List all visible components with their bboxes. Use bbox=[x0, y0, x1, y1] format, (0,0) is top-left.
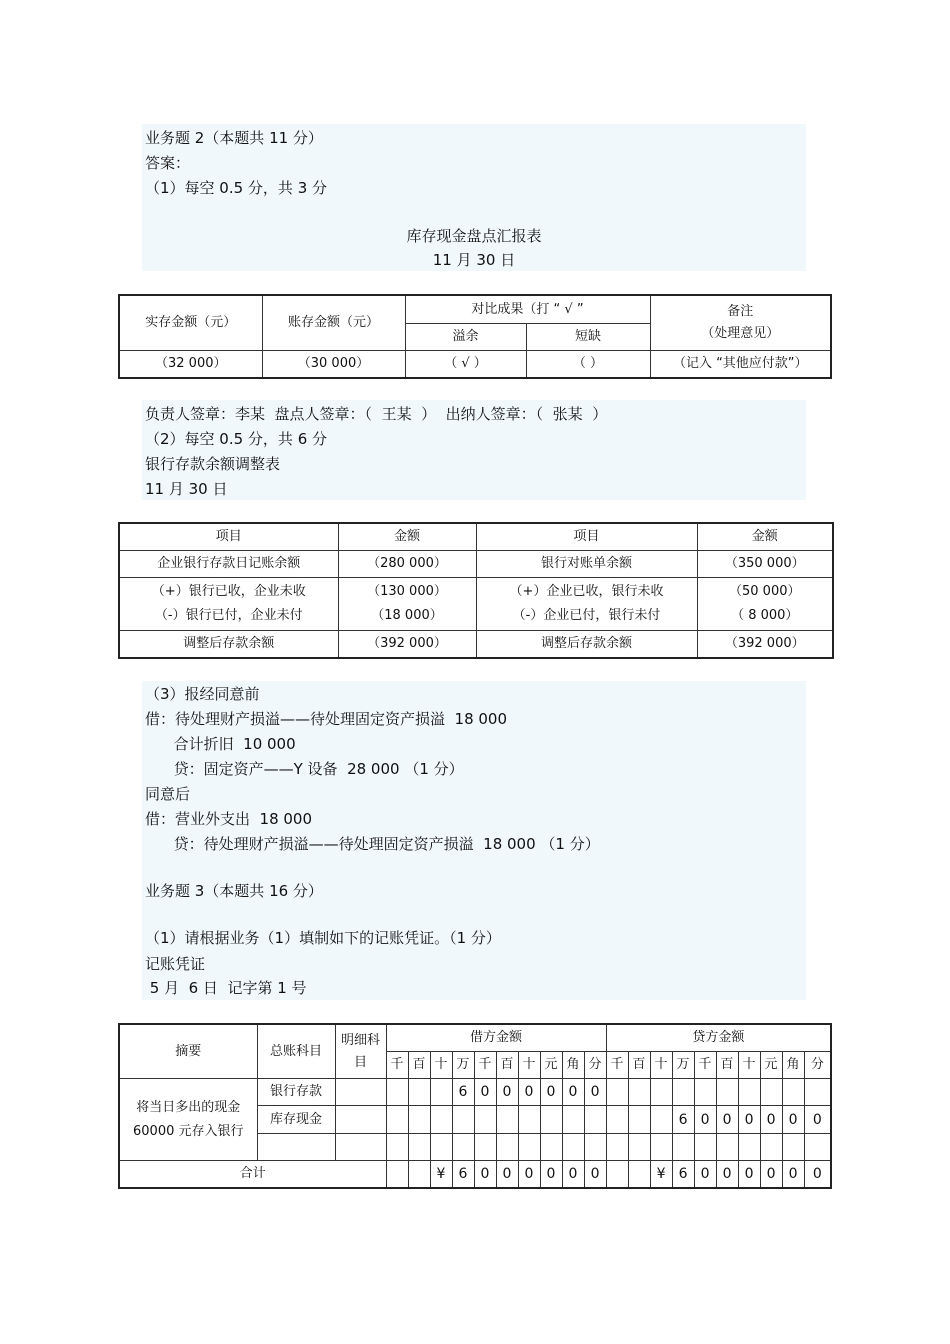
row2-debit-digit-8 bbox=[562, 1106, 584, 1133]
row1-debit-digit-5: 0 bbox=[496, 1079, 518, 1106]
question-3-part1: （1）请根据业务（1）填制如下的记账凭证。（1 分） bbox=[145, 929, 501, 947]
company-ledger-balance-value: （280 000） bbox=[338, 550, 476, 577]
row3-credit-digit-7 bbox=[760, 1133, 782, 1160]
credit-unit-5: 百 bbox=[716, 1051, 738, 1078]
total-debit-digit-1 bbox=[408, 1161, 430, 1188]
header-actual-amount: 实存金额（元） bbox=[119, 295, 262, 350]
debit-unit-3: 万 bbox=[452, 1051, 474, 1078]
entry-accum-depreciation: 合计折旧 10 000 bbox=[145, 735, 296, 753]
cell-actual-amount: （32 000） bbox=[119, 350, 262, 378]
company-received-value: （50 000） bbox=[729, 584, 801, 600]
row2-debit-digit-6 bbox=[518, 1106, 540, 1133]
row2-credit-digit-6: 0 bbox=[738, 1106, 760, 1133]
cell-shortage: （ ） bbox=[526, 350, 650, 378]
header-amount-right: 金额 bbox=[697, 523, 833, 550]
credit-unit-1: 百 bbox=[628, 1051, 650, 1078]
header-comparison: 对比成果（打 “ √ ” bbox=[405, 295, 650, 324]
entry-debit-pending: 借：待处理财产损溢——待处理固定资产损溢 18 000 bbox=[145, 710, 508, 728]
credit-unit-4: 千 bbox=[694, 1051, 716, 1078]
question-3-title: 业务题 3（本题共 16 分） bbox=[145, 882, 323, 900]
row1-credit-digit-4 bbox=[694, 1079, 716, 1106]
credit-unit-0: 千 bbox=[606, 1051, 628, 1078]
row3-debit-digit-8 bbox=[562, 1133, 584, 1160]
row3-debit-digit-9 bbox=[584, 1133, 606, 1160]
cell-remark: （记入 “其他应付款”） bbox=[650, 350, 831, 378]
total-debit-digit-0 bbox=[386, 1161, 408, 1188]
company-paid-label: （-）企业已付，银行未付 bbox=[512, 608, 661, 624]
total-label: 合计 bbox=[119, 1161, 386, 1188]
row1-credit-digit-8 bbox=[782, 1079, 804, 1106]
detail-account-empty-1 bbox=[335, 1079, 386, 1106]
debit-unit-0: 千 bbox=[386, 1051, 408, 1078]
row1-credit-digit-2 bbox=[650, 1079, 672, 1106]
row3-debit-digit-1 bbox=[408, 1133, 430, 1160]
row1-debit-digit-7: 0 bbox=[540, 1079, 562, 1106]
header-summary: 摘要 bbox=[119, 1024, 257, 1079]
answer-label: 答案： bbox=[145, 154, 191, 172]
row1-debit-digit-6: 0 bbox=[518, 1079, 540, 1106]
total-credit-digit-9: 0 bbox=[804, 1161, 831, 1188]
row1-credit-digit-6 bbox=[738, 1079, 760, 1106]
row2-debit-digit-9 bbox=[584, 1106, 606, 1133]
row2-credit-digit-0 bbox=[606, 1106, 628, 1133]
bank-received-label: （+）银行已收，企业未收 bbox=[151, 584, 306, 600]
total-debit-digit-5: 0 bbox=[496, 1161, 518, 1188]
row1-debit-digit-3: 6 bbox=[452, 1079, 474, 1106]
right-adjustments bbox=[476, 578, 697, 631]
row1-debit-digit-9: 0 bbox=[584, 1079, 606, 1106]
bank-paid-value: （18 000） bbox=[371, 608, 443, 624]
total-credit-digit-4: 0 bbox=[694, 1161, 716, 1188]
row1-credit-digit-7 bbox=[760, 1079, 782, 1106]
row1-credit-digit-1 bbox=[628, 1079, 650, 1106]
header-remark bbox=[650, 295, 831, 350]
detail-account-empty-2 bbox=[335, 1106, 386, 1133]
header-block-1 bbox=[142, 124, 806, 271]
row2-debit-digit-7 bbox=[540, 1106, 562, 1133]
row2-credit-digit-5: 0 bbox=[716, 1106, 738, 1133]
row2-credit-digit-4: 0 bbox=[694, 1106, 716, 1133]
total-credit-digit-3: 6 bbox=[672, 1161, 694, 1188]
row3-debit-digit-5 bbox=[496, 1133, 518, 1160]
header-debit-amount: 借方金额 bbox=[386, 1024, 606, 1051]
row1-debit-digit-4: 0 bbox=[474, 1079, 496, 1106]
credit-unit-2: 十 bbox=[650, 1051, 672, 1078]
row3-credit-digit-9 bbox=[804, 1133, 831, 1160]
total-debit-digit-3: 6 bbox=[452, 1161, 474, 1188]
row2-credit-digit-1 bbox=[628, 1106, 650, 1133]
header-block-2 bbox=[142, 400, 806, 500]
general-account-empty-3 bbox=[257, 1133, 335, 1160]
company-ledger-balance-label: 企业银行存款日记账余额 bbox=[119, 550, 338, 577]
row1-credit-digit-5 bbox=[716, 1079, 738, 1106]
row2-debit-digit-5 bbox=[496, 1106, 518, 1133]
part3-after-approval: 同意后 bbox=[145, 785, 191, 803]
general-account-bank: 银行存款 bbox=[257, 1079, 335, 1106]
credit-unit-9: 分 bbox=[804, 1051, 831, 1078]
row3-debit-digit-3 bbox=[452, 1133, 474, 1160]
total-debit-digit-6: 0 bbox=[518, 1161, 540, 1188]
row1-debit-digit-2 bbox=[430, 1079, 452, 1106]
header-detail-account: 明细科目 bbox=[335, 1024, 386, 1079]
header-surplus: 溢余 bbox=[405, 324, 526, 351]
cell-surplus: （ √ ） bbox=[405, 350, 526, 378]
debit-unit-4: 千 bbox=[474, 1051, 496, 1078]
credit-unit-7: 元 bbox=[760, 1051, 782, 1078]
row2-debit-digit-2 bbox=[430, 1106, 452, 1133]
row3-credit-digit-6 bbox=[738, 1133, 760, 1160]
row3-credit-digit-1 bbox=[628, 1133, 650, 1160]
row1-debit-digit-8: 0 bbox=[562, 1079, 584, 1106]
row3-debit-digit-4 bbox=[474, 1133, 496, 1160]
header-remark-line1: 备注 bbox=[727, 303, 754, 319]
debit-unit-5: 百 bbox=[496, 1051, 518, 1078]
cash-report-date: 11 月 30 日 bbox=[432, 251, 516, 269]
part3-before-approval: （3）报经同意前 bbox=[145, 685, 260, 703]
voucher-date-number: 5 月 6 日 记字第 1 号 bbox=[145, 979, 307, 997]
total-credit-digit-2: ¥ bbox=[650, 1161, 672, 1188]
part2-scoring: （2）每空 0.5 分，共 6 分 bbox=[145, 430, 328, 448]
cell-book-amount: （30 000） bbox=[262, 350, 405, 378]
debit-unit-9: 分 bbox=[584, 1051, 606, 1078]
row2-credit-digit-2 bbox=[650, 1106, 672, 1133]
summary-text: 将当日多出的现金 60000 元存入银行 bbox=[119, 1079, 257, 1161]
total-credit-digit-5: 0 bbox=[716, 1161, 738, 1188]
row3-credit-digit-3 bbox=[672, 1133, 694, 1160]
row2-debit-digit-0 bbox=[386, 1106, 408, 1133]
entry-credit-fixed-asset: 贷：固定资产——Y 设备 28 000 （1 分） bbox=[145, 760, 464, 778]
total-debit-digit-7: 0 bbox=[540, 1161, 562, 1188]
adjusted-balance-right-value: （392 000） bbox=[697, 631, 833, 658]
company-received-label: （+）企业已收，银行未收 bbox=[509, 584, 664, 600]
bank-received-value: （130 000） bbox=[367, 584, 447, 600]
row1-credit-digit-0 bbox=[606, 1079, 628, 1106]
entry-debit-nonoperating: 借：营业外支出 18 000 bbox=[145, 810, 313, 828]
row2-debit-digit-3 bbox=[452, 1106, 474, 1133]
row3-debit-digit-0 bbox=[386, 1133, 408, 1160]
credit-unit-8: 角 bbox=[782, 1051, 804, 1078]
general-account-cash: 库存现金 bbox=[257, 1106, 335, 1133]
bank-reconciliation-title: 银行存款余额调整表 bbox=[145, 455, 281, 473]
row2-credit-digit-8: 0 bbox=[782, 1106, 804, 1133]
row3-credit-digit-8 bbox=[782, 1133, 804, 1160]
voucher-title: 记账凭证 bbox=[145, 955, 206, 973]
row2-debit-digit-1 bbox=[408, 1106, 430, 1133]
row2-debit-digit-4 bbox=[474, 1106, 496, 1133]
total-debit-digit-9: 0 bbox=[584, 1161, 606, 1188]
debit-unit-8: 角 bbox=[562, 1051, 584, 1078]
adjusted-balance-right-label: 调整后存款余额 bbox=[476, 631, 697, 658]
total-credit-digit-1 bbox=[628, 1161, 650, 1188]
bank-statement-balance-value: （350 000） bbox=[697, 550, 833, 577]
voucher-table bbox=[118, 1023, 832, 1189]
debit-unit-7: 元 bbox=[540, 1051, 562, 1078]
row2-credit-digit-7: 0 bbox=[760, 1106, 782, 1133]
credit-unit-3: 万 bbox=[672, 1051, 694, 1078]
part1-scoring: （1）每空 0.5 分，共 3 分 bbox=[145, 179, 328, 197]
header-item-right: 项目 bbox=[476, 523, 697, 550]
debit-unit-2: 十 bbox=[430, 1051, 452, 1078]
total-debit-digit-2: ¥ bbox=[430, 1161, 452, 1188]
cash-count-table bbox=[118, 294, 832, 379]
row3-debit-digit-7 bbox=[540, 1133, 562, 1160]
total-debit-digit-8: 0 bbox=[562, 1161, 584, 1188]
row3-credit-digit-2 bbox=[650, 1133, 672, 1160]
adjusted-balance-left-label: 调整后存款余额 bbox=[119, 631, 338, 658]
debit-unit-1: 百 bbox=[408, 1051, 430, 1078]
row1-credit-digit-3 bbox=[672, 1079, 694, 1106]
row3-debit-digit-2 bbox=[430, 1133, 452, 1160]
bank-reconciliation-table bbox=[118, 522, 834, 659]
row2-credit-digit-9: 0 bbox=[804, 1106, 831, 1133]
left-adjustment-values bbox=[338, 578, 476, 631]
right-adjustment-values bbox=[697, 578, 833, 631]
header-remark-line2: （处理意见） bbox=[701, 325, 780, 341]
detail-account-empty-3 bbox=[335, 1133, 386, 1160]
header-amount-left: 金额 bbox=[338, 523, 476, 550]
debit-unit-6: 十 bbox=[518, 1051, 540, 1078]
header-item-left: 项目 bbox=[119, 523, 338, 550]
header-credit-amount: 贷方金额 bbox=[606, 1024, 831, 1051]
total-credit-digit-6: 0 bbox=[738, 1161, 760, 1188]
signature-line: 负责人签章：李某 盘点人签章：（ 王某 ） 出纳人签章：（ 张某 ） bbox=[145, 405, 608, 423]
header-block-3 bbox=[142, 681, 806, 1000]
total-credit-digit-0 bbox=[606, 1161, 628, 1188]
total-debit-digit-4: 0 bbox=[474, 1161, 496, 1188]
total-credit-digit-7: 0 bbox=[760, 1161, 782, 1188]
adjusted-balance-left-value: （392 000） bbox=[338, 631, 476, 658]
company-paid-value: （ 8 000） bbox=[731, 608, 799, 624]
left-adjustments bbox=[119, 578, 338, 631]
credit-unit-6: 十 bbox=[738, 1051, 760, 1078]
header-shortage: 短缺 bbox=[526, 324, 650, 351]
row3-debit-digit-6 bbox=[518, 1133, 540, 1160]
row1-debit-digit-1 bbox=[408, 1079, 430, 1106]
header-general-account: 总账科目 bbox=[257, 1024, 335, 1079]
row3-credit-digit-0 bbox=[606, 1133, 628, 1160]
cash-report-title: 库存现金盘点汇报表 bbox=[406, 227, 542, 245]
row3-credit-digit-5 bbox=[716, 1133, 738, 1160]
row2-credit-digit-3: 6 bbox=[672, 1106, 694, 1133]
bank-paid-label: （-）银行已付，企业未付 bbox=[154, 608, 303, 624]
question-2-title: 业务题 2（本题共 11 分） bbox=[145, 129, 323, 147]
bank-reconciliation-date: 11 月 30 日 bbox=[145, 480, 228, 498]
total-credit-digit-8: 0 bbox=[782, 1161, 804, 1188]
entry-credit-pending: 贷：待处理财产损溢——待处理固定资产损溢 18 000 （1 分） bbox=[145, 835, 600, 853]
bank-statement-balance-label: 银行对账单余额 bbox=[476, 550, 697, 577]
header-book-amount: 账存金额（元） bbox=[262, 295, 405, 350]
row3-credit-digit-4 bbox=[694, 1133, 716, 1160]
row1-debit-digit-0 bbox=[386, 1079, 408, 1106]
row1-credit-digit-9 bbox=[804, 1079, 831, 1106]
